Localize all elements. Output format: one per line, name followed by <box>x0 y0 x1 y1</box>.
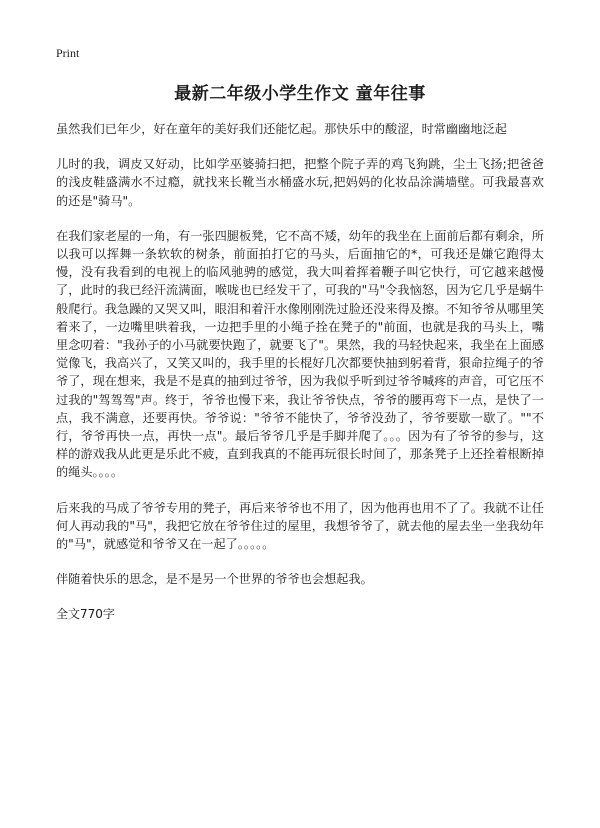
word-count: 全文770字 <box>56 607 115 622</box>
article-body <box>56 120 544 624</box>
paragraph-later: 后来我的马成了爷爷专用的凳子，再后来爷爷也不用了，因为他再也用不了了。我就不让任何人再动我的"马"，我把它放在爷爷住过的屋里，我想爷爷了，就去他的屋去坐一坐我幼年的"马"，就感觉和爷爷又在一起了。。。。。 <box>56 500 544 552</box>
paragraph-childhood: 儿时的我，调皮又好动，比如学巫婆骑扫把，把整个院子弄的鸡飞狗跳，尘土飞扬;把爸爸的浅皮鞋盛满水不过瘾，就找来长靴当水桶盛水玩,把妈妈的化妆品涂满墙壁。可我最喜欢的还是"骑马"。 <box>56 157 544 208</box>
paragraph-intro: 虽然我们已年少，好在童年的美好我们还能忆起。那快乐中的酸涩，时常幽幽地泛起 <box>56 122 507 136</box>
print-link[interactable]: Print <box>56 46 80 60</box>
page-title: 最新二年级小学生作文 童年往事 <box>174 84 426 104</box>
paragraph-horse-game: 在我们家老屋的一角，有一张四腿板凳，它不高不矮，幼年的我坐在上面前后都有剩余，所以我可以挥舞一条软软的树条，前面拍打它的马头，后面抽它的*，可我还是嫌它跑得太慢，没有我看到的电视上的临风驰骋的感觉，我大叫着挥着鞭子叫它快行，可它越来越慢了，此时的我已经汗流满面，喉咙也已经发干了，可我的"马"令我恼怒，因为它几乎是蜗牛般爬行。我急躁的又哭又叫，眼泪和着汗水像刚刚洗过脸还没来得及擦。不知爷爷从哪里笑着来了，一边嘴里哄着我，一边把手里的小绳子拴在凳子的"前面，也就是我的马头上，嘴里念叨着："我孙子的小马就要快跑了，就要飞了"。果然，我的马轻快起来，我坐在上面感觉像飞，我高兴了，又笑又叫的，我手里的长棍好几次都要快抽到躬着背，狠命拉绳子的爷爷了，现在想来，我是不是真的抽到过爷爷，因为我似乎听到过爷爷喊疼的声音，可它压不过我的"驾驾驾"声。终于，爷爷也慢下来，我让爷爷快点，爷爷的腰再弯下一点，是快了一点，我不满意，还要再快。爷爷说："爷爷不能快了，爷爷没劲了，爷爷要歇一歇了。""不行，爷爷再快一点，再快一点"。最后爷爷几乎是手脚并爬了。。。因为有了爷爷的参与，这样的游戏我从此更是乐此不疲，直到我真的不能再玩很长时间了，那条凳子上还拴着根断掉的绳头。。。。 <box>56 228 544 480</box>
paragraph-ending: 伴随着快乐的思念，是不是另一个世界的爷爷也会想起我。 <box>56 572 373 587</box>
